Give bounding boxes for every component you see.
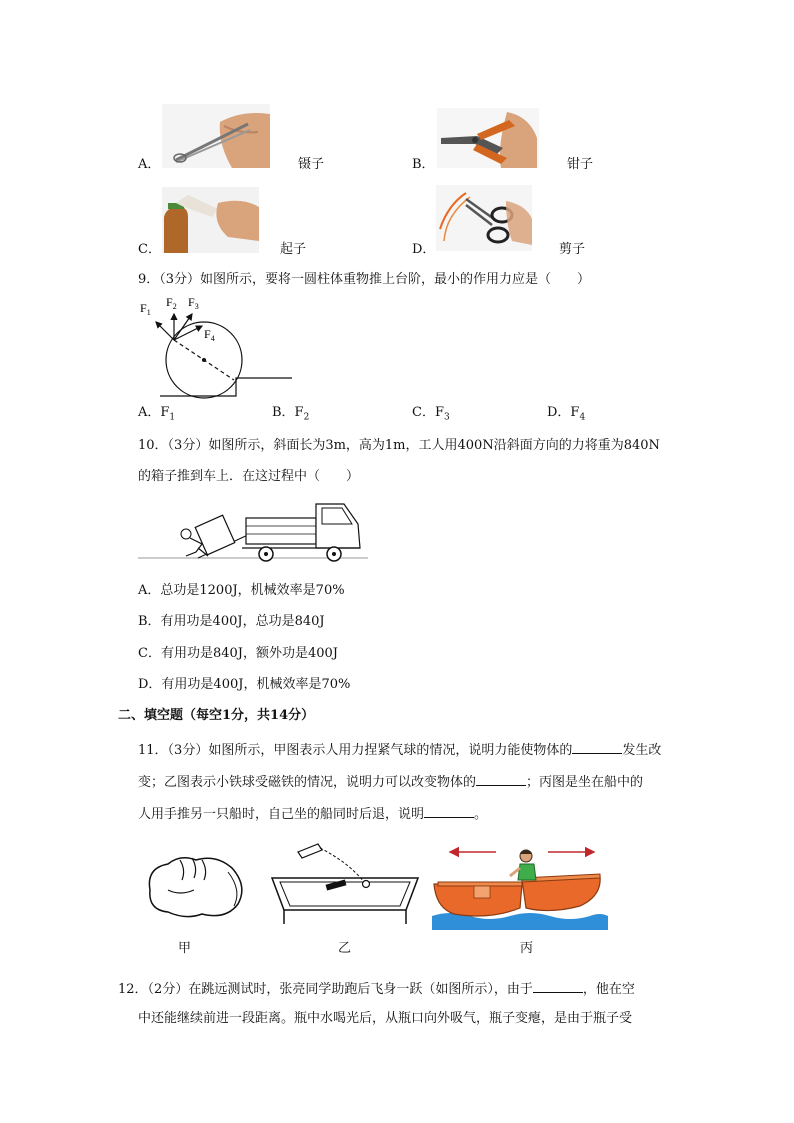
boy-shirt bbox=[518, 864, 536, 880]
option-letter: B． bbox=[412, 157, 435, 172]
q10-option-b: B．有用功是400J，总功是840J bbox=[138, 614, 325, 629]
q11-caption-jia: 甲 bbox=[178, 941, 192, 956]
q9-option-c: C．$F_3$ bbox=[412, 405, 450, 423]
answer-blank bbox=[424, 805, 474, 818]
q10-option-d: D．有用功是400J，机械效率是70% bbox=[138, 677, 351, 692]
option-letter: A． bbox=[138, 157, 161, 172]
q11-caption-yi: 乙 bbox=[338, 941, 352, 956]
option-label: 镊子 bbox=[298, 157, 325, 172]
scissors-photo bbox=[436, 185, 532, 251]
q10-option-a: A．总功是1200J，机械效率是70% bbox=[138, 583, 345, 598]
option-letter: D． bbox=[412, 242, 436, 257]
q10-stem-line1: 10．（3分）如图所示，斜面长为3m，高为1m，工人用400N沿斜面方向的力将重为840N bbox=[138, 438, 660, 453]
svg-text:F3: $F_3$ bbox=[188, 295, 199, 311]
answer-blank bbox=[533, 980, 583, 993]
q10-stem-line2: 的箱子推到车上．在这过程中（ ） bbox=[138, 469, 360, 484]
svg-text:F2: $F_2$ bbox=[166, 295, 177, 311]
box bbox=[195, 515, 235, 555]
q11-figure-jia bbox=[140, 850, 250, 920]
option-label: 钳子 bbox=[567, 157, 594, 172]
q12-line2: 中还能继续前进一段距离。瓶中水喝光后，从瓶口向外吸气，瓶子变瘪，是由于瓶子受 bbox=[138, 1011, 633, 1026]
q11-line2: 变；乙图表示小铁球受磁铁的情况，说明力可以改变物体的 ；丙图是坐在船中的 bbox=[138, 775, 644, 790]
q9-option-a: A．$F_1$ bbox=[138, 405, 176, 423]
arrow-f1 bbox=[156, 322, 174, 340]
q9-stem: 9．（3分）如图所示，要将一圆柱体重物推上台阶，最小的作用力应是（ ） bbox=[138, 272, 591, 287]
pliers-photo bbox=[437, 108, 539, 168]
q11-line1: 11．（3分）如图所示，甲图表示人用力捏紧气球的情况，说明力能使物体的 发生改 bbox=[138, 743, 662, 758]
q11-figure-bing bbox=[430, 840, 610, 930]
worker-head bbox=[181, 529, 191, 539]
q10-figure bbox=[138, 494, 368, 568]
option-label: 起子 bbox=[280, 242, 307, 257]
q9-option-b: B．$F_2$ bbox=[272, 405, 310, 423]
tweezers-photo bbox=[162, 104, 270, 168]
q11-caption-bing: 丙 bbox=[520, 941, 534, 956]
option-label: 剪子 bbox=[559, 242, 586, 257]
answer-blank bbox=[572, 741, 622, 754]
step-outline bbox=[160, 378, 292, 396]
truck-bed bbox=[246, 518, 316, 544]
q12-line1: 12．（2分）在跳远测试时，张亮同学助跑后飞身一跃（如图所示），由于 ，他在空 bbox=[118, 982, 635, 997]
q9-option-d: D．$F_4$ bbox=[547, 405, 586, 423]
answer-blank bbox=[476, 773, 526, 786]
q11-figure-yi bbox=[268, 838, 420, 924]
svg-text:F4: $F_4$ bbox=[204, 327, 215, 343]
q11-line3: 人用手推另一只船时，自己坐的船同时后退，说明 。 bbox=[138, 807, 488, 822]
q10-option-c: C．有用功是840J，额外功是400J bbox=[138, 646, 338, 661]
bottle-opener-photo bbox=[162, 187, 259, 253]
section-2-title: 二、填空题（每空1分，共14分） bbox=[118, 708, 315, 723]
svg-text:F1: $F_1$ bbox=[140, 301, 151, 317]
option-letter: C． bbox=[138, 242, 161, 257]
q9-figure bbox=[130, 292, 300, 400]
